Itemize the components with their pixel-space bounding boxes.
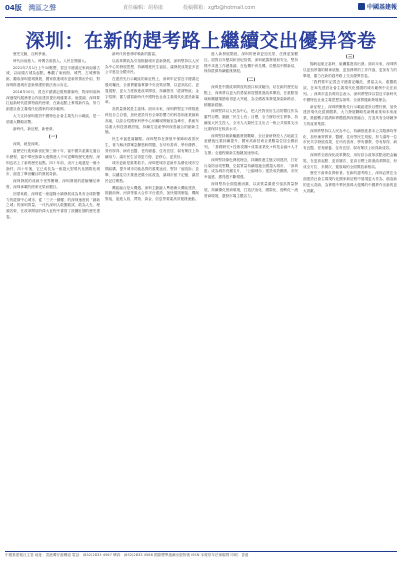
section-name: 灣區之聲 [28,4,57,12]
article-paragraph: 進入新發展階段，深圳的使命更加光榮，任務更加艱巨。面對百年變局和世紀疫情，深圳統籌發展和安全，堅持穩中求進工作總基調，在危機中育先機、於變局中開新局，保持經濟持續健康發展。 [204,52,298,74]
article-paragraph: 灣區融合是大機遇。深圳主動融入粵港澳大灣區建設，推動前海、河套等重大合作平台建設，加快規則銜接、機制對接，促進人員、貨物、資金、信息等要素高效便捷流動。 [105,185,199,202]
article-paragraph: 深圳將全面深化改革開放，用好綜合改革試點這把金鑰匙，在更高起點、更高層次、更高目標上推進改革開放，形成全方位、多層次、寬領域的全面開放新格局。 [303,152,397,169]
page-label [5,3,56,13]
article-paragraph: 深圳是中國改革開放的窗口和試驗田。站在新的歷史起點上，深圳將以更大的勇氣和智慧推進改革開放，在重點領域和關鍵環節取得更大突破，為全國改革發展探索新路徑、積累新經驗。 [204,85,298,107]
article-paragraph: 深圳堅持以人民為中心，把人民對美好生活的嚮往作為奮鬥目標。圍繞「民生七有」目標，全力辦好民生實事，持續加大民生投入，全市九大類民生支出占一般公共預算支出比重保持在較高水平。 [204,109,298,131]
page-header [5,2,397,16]
article-column-1 [6,52,100,548]
article-paragraph: 大力支持深圳建設中國特色社會主義先行示範區，是一項重大戰略部署。 [6,113,100,124]
article-column-3 [204,52,298,548]
footer-rule [5,551,397,552]
article-paragraph: 新時代的使命呼喚新的擔當。 [112,52,159,56]
article-paragraph: 以改革開放為引領推動城市更新發展，深圳堅持以人民為中心的發展思想，持續增進民生福祉，讓發展成果更多更公平惠及全體市民。 [105,58,199,75]
submission-email: 投稿郵箱：xgfb@hotmail.com [183,5,256,11]
article-paragraph: 深圳堅持全面從嚴治黨，以高質量黨建引領高質量發展，持續優化營商環境，打造法治化、國際化、便利化一流營商環境，激發市場主體活力。 [204,181,298,198]
editor-credit: 責任編輯：胡裕康 [123,5,164,11]
article-paragraph: 民生幸福是落腳點。深圳堅持在發展中保障和改善民生，著力解決群眾急難愁盼問題，在幼有善育、學有優教、勞有厚得、病有良醫、老有頤養、住有宜居、弱有眾扶上持續用力，讓市民生活得更方便、更舒心、更美好。 [105,137,199,159]
article-paragraph: 2018年10月，習近平總書記視察廣東時，對深圳前海深港現代服務業合作區建設提出明確要求。他強調，深圳要扛起新時代經濟特區的使命，在新起點上實現新作為，努力創建社會主義現代化國家的城市範例。 [6,89,100,112]
brand-logo [358,2,397,11]
article-paragraph: 回望來路，深圳從一座邊陲小鎮發展成為具有全球影響力的經濟中心城市，從「三天一層樓」的深圳速度到「創新之城」的深圳質量，一代代深圳人敢闖敢試、敢為人先、埋頭苦幹，在改革開放的偉大征程中書寫了波瀾壯闊的歷史畫卷。 [6,191,100,219]
article-paragraph: 在建設先行示範區的新征程上，深圳牢記習近平總書記殷切囑託，全面貫徹落實黨中央決策部署，以更高站位、更寬視野、更大力度推進改革開放，持續擦亮「經濟特區」金字招牌，奮力譜寫新時代中國特色社會主義現代化建設新篇章。 [105,77,199,105]
article-column-2 [105,52,199,548]
article-paragraph: 深圳堅持創新驅動發展戰略，全社會研發投入占地區生產總值比重持續提升，國家高新技術企業數量位居全國前列。「基礎研究+技術攻關+成果產業化+科技金融+人才支撐」全過程創新生態鏈加速形成。 [204,133,298,155]
brand-name: 中國基建報 [366,4,397,11]
article-paragraph: 深圳堅持綠色發展理念，持續推進生態文明建設，打好污染防治攻堅戰，空氣質量持續領跑全國超大城市，「深圳藍」成為城市亮麗名片，「公園城市」建設成效顯著，市民幸福感、獲得感不斷增強。 [204,157,298,180]
article-paragraph: 新時代，新征程，新使命。 [13,126,57,131]
article-paragraph: 揚帆起航正當時，砥礪奮進再出發。面向未來，深圳將以更加昂揚的精神狀態、更加務實的工作作風、更加有力的舉措，奮力在新的趕考路上交出優異答卷。 [303,62,397,78]
article-paragraph: 深圳發展的成就令世界驚嘆，深圳發展的經驗彌足珍貴，深圳承載的使命光榮而艱巨。 [6,179,100,189]
article-paragraph: 深圳，就是深圳。 [13,142,42,147]
section-marker: (二) [246,78,256,84]
header-rule [5,17,397,18]
article-paragraph: 2021年7月1日上午10點整，習近平總書記來到南頭古城，以南頭古城為起點，參觀了東西街、城門、古城博物館、聽取深圳建城發展、國家推進城市更新的情況介紹，對深圳推進城市更新保護的做法表示肯定。 [6,65,100,87]
article-paragraph: 當歷史行進到新世紀第三個十年，當中國共產黨走過百年歷程，當中華民族偉大復興進入不可逆轉的歷史進程，深圳也站上了新的歷史起點。四十年前，這片土地還是一個小漁村；四十年後，它已成長為一座超大型現代化國際化城市，創造了舉世矚目的發展奇跡。 [6,149,100,177]
article-paragraph: 高質量發展是主旋律。面向未來，深圳將堅定不移推進科技自立自強，加快建設具有全球影響力的科技和產業創新高地，以綜合性國家科學中心和鵬城實驗室為牽引，系統布局重大科技基礎設施，持續打造產學研深度融合的創新生態。 [105,107,199,135]
section-marker: (一) [48,135,58,141]
article-title: 深圳：在新的趕考路上繼續交出優异答卷 [25,30,377,52]
article-paragraph: 城市更新是重要抓手。深圳把城市更新作為優化城市空間結構、提升城市功能品質的重要途徑，堅持「留改拆」並舉，以繡花功夫推進老舊小區改造，讓城市留下記憶，讓居民記住鄉愁。 [105,161,199,183]
article-paragraph: 深圳將堅持以人民為中心，持續推進基本公共服務均等化，加快補齊教育、醫療、住房等民生短板，努力讓每一位市民共享發展成果，在幼有善育、學有優教、勞有厚得、病有良醫、老有頤養、住有宜居、弱有眾扶上取得新成效。 [303,128,397,151]
section-marker: (三) [345,55,355,60]
article-paragraph: 歷史不會辜負實幹者。在新的趕考路上，深圳必將在全面建設社會主義現代化國家新征程中展現更大作為，創造新的更大奇跡，為實現中華民族偉大復興的中國夢作出新的更大貢獻。 [303,171,397,193]
article-paragraph: 新征程上，深圳將聚焦先行示範區建設目標任務，加快建設現代化經濟體系，大力發展戰略性新興產業和未來產業，推動數字經濟和實體經濟深度融合，打造具有全球競爭力的產業集群。 [303,104,397,126]
article-paragraph: 「我們要牢記習近平總書記囑託，勇當尖兵、敢闖敢試，在率先建設社會主義現代化強國的城市範例中走在前列。」深圳市委負責同志表示，深圳將堅持以習近平新時代中國特色社會主義思想為指導，全面貫徹新發展理念。 [303,80,397,102]
page-number: 04版 [5,4,22,12]
article-paragraph: 時代向前進入，時間告訴我人。人民在閱讀人。 [13,58,89,63]
article-paragraph: 歷史交匯，百舸爭流。 [13,52,49,56]
page-footer: 中國基建報社主管 地址：香港灣仔港灣道 電話：(852)2833 4567 傳真：(852)2833 4568 國際標準連續出版物號 ISSN 本報常年法律顧問 印刷：香港 [5,553,249,557]
brand-logo-icon [358,3,365,10]
article-column-4 [303,52,397,548]
